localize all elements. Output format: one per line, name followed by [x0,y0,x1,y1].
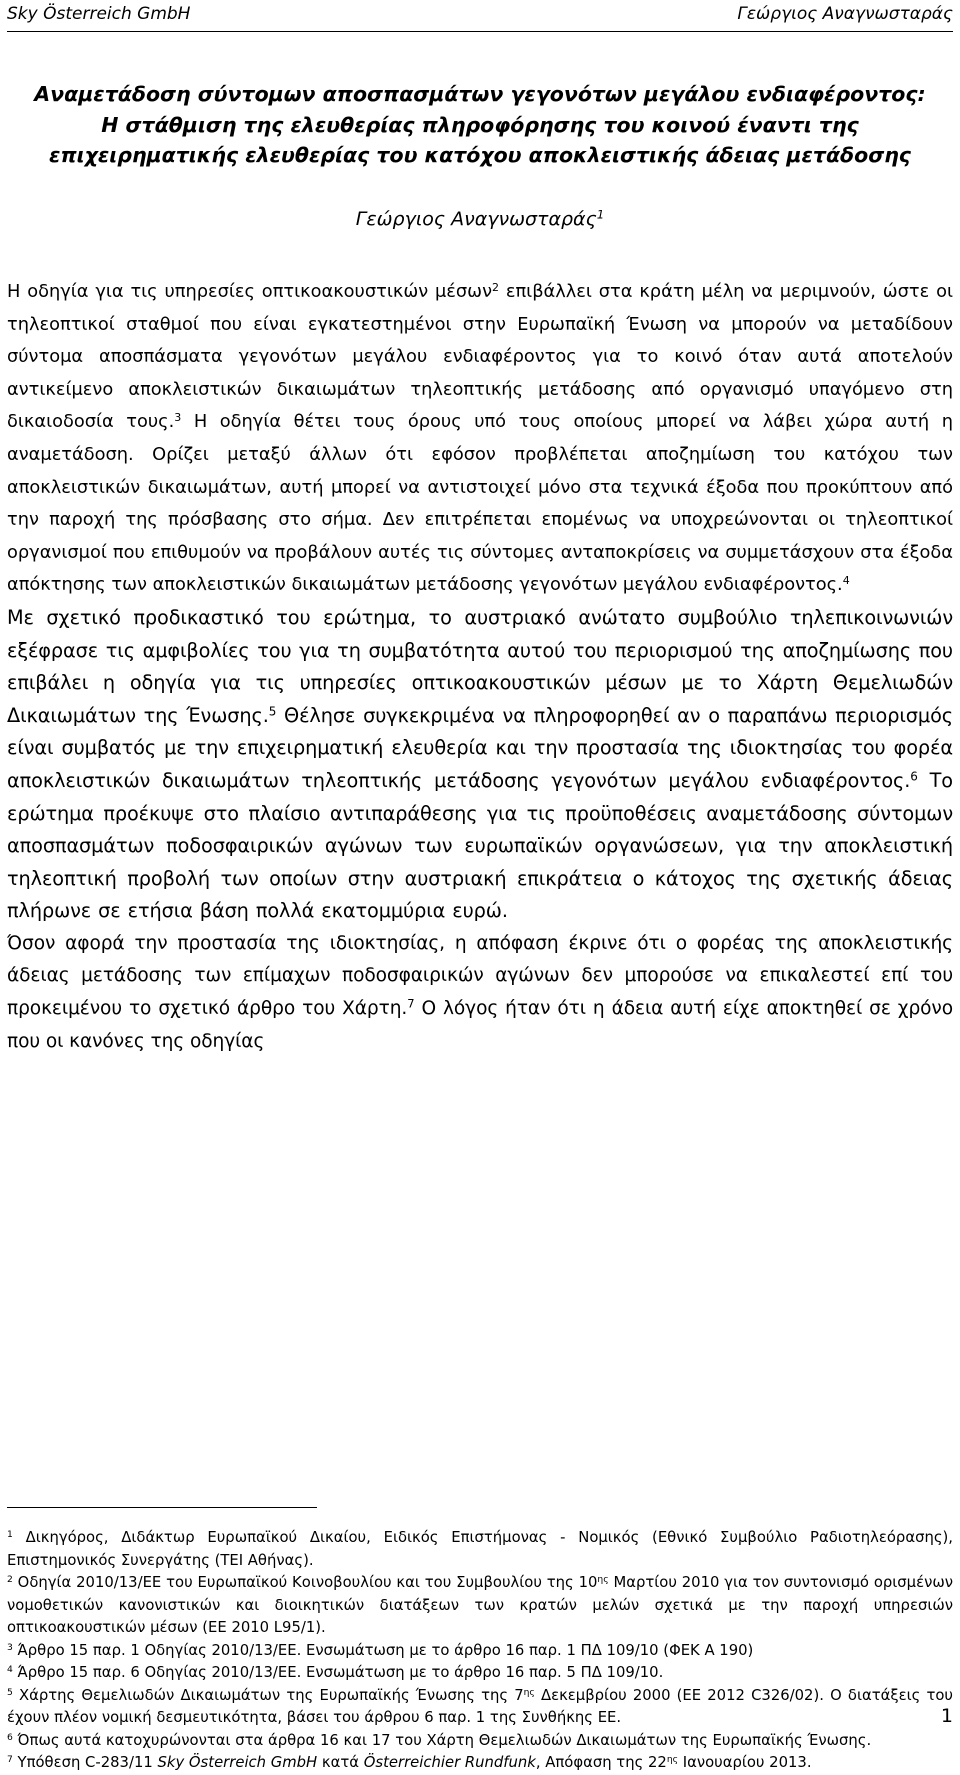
text-run: Θέλησε συγκεκριμένα να πληροφορηθεί αν ο παραπάνω περιορισμός είναι συμβατός με την επιχειρηματική ελευθερία και την προστασία της ιδιοκτησίας του φορέα αποκλειστικών δικαιωμάτων τηλεοπτικής μετάδοσης γεγονότων μεγάλου ενδιαφέροντος. [7,703,953,792]
text-run: Το ερώτημα προέκυψε στο πλαίσιο αντιπαράθεσης για τις προϋποθέσεις αναμετάδοσης σύντομων αποσπασμάτων ποδοσφαιρικών αγώνων των ευρωπαϊκών οργανώσεων, για την αποκλειστική τηλεοπτική προβολή των οποίων στην αυστριακή επικράτεια ο κάτοχος της σχετικής άδειας πλήρωνε σε ετήσια βάση πολλά εκατομμύρια ευρώ. [7,768,953,923]
footnote-number: 7 [7,1753,13,1765]
case-party-1: Sky Österreich GmbH [157,1754,318,1771]
footnote-separator [7,1507,317,1508]
footnote-text: Οδηγία 2010/13/ΕΕ του Ευρωπαϊκού Κοινοβουλίου και του Συμβουλίου της 10 [12,1574,598,1591]
page-number: 1 [940,1705,953,1727]
footnote-ref-5[interactable]: 5 [268,704,277,719]
author-line [0,208,960,230]
footnote-number: 2 [7,1573,13,1585]
footnote-ref-4[interactable]: 4 [842,574,850,588]
footnote-text: Άρθρο 15 παρ. 6 Οδηγίας 2010/13/ΕΕ. Ενσωμάτωση με το άρθρο 16 παρ. 5 ΠΔ 109/10. [12,1664,664,1681]
footnote-text: Χάρτης Θεμελιωδών Δικαιωμάτων της Ευρωπαϊκής Ένωσης της 7 [12,1686,524,1704]
text-run: Με σχετικό προδικαστικό του ερώτημα, το αυστριακό ανώτατο συμβούλιο τηλεπικοινωνιών εξέφρασε τις αμφιβολίες του για τη συμβατότητα αυτού του περιορισμού της αποζημίωσης που επιβάλει η οδηγία για τις υπηρεσίες οπτικοακουστικών μέσων με το Χάρτη Θεμελιωδών Δικαιωμάτων της Ένωσης. [7,605,953,727]
footnote-number: 5 [7,1686,13,1698]
footnote-3 [7,1640,953,1663]
footnote-text: Ιανουαρίου 2013. [678,1754,812,1771]
paragraph-2 [7,602,953,928]
footnote-number: 6 [7,1731,13,1743]
footnote-text: Δικηγόρος, Διδάκτωρ Ευρωπαϊκού Δικαίου, Ειδικός Επιστήμονας - Νομικός (Εθνικό Συμβούλιο Ραδιοτηλεόρασης), Επιστημονικός Συνεργάτης (ΤΕΙ Αθήνας). [7,1529,953,1569]
footnote-ref-7[interactable]: 7 [407,996,415,1011]
footnote-4 [7,1662,953,1685]
footnote-7 [7,1752,953,1775]
case-party-2: Österreichier Rundfunk [363,1754,536,1771]
footnote-text: Άρθρο 15 παρ. 1 Οδηγίας 2010/13/ΕΕ. Ενσωμάτωση με το άρθρο 16 παρ. 1 ΠΔ 109/10 (ΦΕΚ Α 190) [12,1641,754,1659]
footnote-text: κατά [317,1754,364,1771]
running-header [7,4,953,26]
ordinal-suffix: ης [523,1686,535,1698]
paragraph-1 [7,276,953,602]
footnote-ref-6[interactable]: 6 [910,769,918,784]
ordinal-suffix: ης [597,1573,609,1585]
header-left-text: Sky Österreich GmbH [7,4,191,24]
footnote-number: 4 [7,1663,13,1675]
text-run: Η οδηγία θέτει τους όρους υπό τους οποίους μπορεί να λάβει χώρα αυτή η αναμετάδοση. Ορίζει μεταξύ άλλων ότι εφόσον προβλέπεται αποζημίωση του κατόχου των αποκλειστικών δικαιωμάτων, αυτή μπορεί να αντιστοιχεί μόνο στα τεχνικά έξοδα που προκύπτουν από την παροχή της πρόσβασης στο σήμα. Δεν επιτρέπεται επομένως να υποχρεώνονται οι τηλεοπτικοί οργανισμοί που επιθυμούν να προβάλουν αυτές τις σύντομες ανταποκρίσεις να συμμετάσχουν στα έξοδα απόκτησης των αποκλειστικών δικαιωμάτων μετάδοσης γεγονότων μεγάλου ενδιαφέροντος. [7,411,954,596]
footnote-ref-2[interactable]: 2 [492,280,500,294]
author-name: Γεώργιος Αναγνωσταράς [355,208,597,230]
footnote-text: Μαρτίου 2010 για τον συντονισμό ορισμένων νομοθετικών κανονιστικών και διοικητικών διατάξεων των κρατών μελών σχετικά με την παροχή υπηρεσιών οπτικοακουστικών μέσων (ΕΕ 2010 L95/1). [7,1574,953,1636]
footnote-text: Όπως αυτά κατοχυρώνονται στα άρθρα 16 και 17 του Χάρτη Θεμελιωδών Δικαιωμάτων της Ευρωπαϊκής Ένωσης. [12,1731,872,1749]
text-run: Η οδηγία για τις υπηρεσίες οπτικοακουστικών μέσων [7,281,492,302]
article-title: Αναμετάδοση σύντομων αποσπασμάτων γεγονότων μεγάλου ενδιαφέροντος: Η στάθμιση της ελευθερίας πληροφόρησης του κοινού έναντι της επιχειρηματικής ελευθερίας του κατόχου αποκλειστικής άδειας μετάδοσης [34,82,926,167]
footnote-number: 3 [7,1641,13,1653]
author-footnote-ref[interactable]: 1 [596,207,605,222]
footnote-2 [7,1572,953,1640]
text-run: Όσον αφορά την προστασία της ιδιοκτησίας, η απόφαση έκρινε ότι ο φορέας της αποκλειστικής άδειας μετάδοσης των επίμαχων ποδοσφαιρικών αγώνων δεν μπορούσε να επικαλεστεί επί του προκειμένου το σχετικό άρθρο του Χάρτη. [7,932,953,1020]
paragraph-3 [7,928,953,1058]
footnote-5 [7,1685,953,1730]
footnote-text: , Απόφαση της 22 [535,1754,667,1771]
ordinal-suffix: ης [666,1753,678,1765]
footnote-ref-3[interactable]: 3 [174,411,182,425]
footnote-6 [7,1730,953,1753]
text-run: επιβάλλει στα κράτη μέλη να μεριμνούν, ώστε οι τηλεοπτικοί σταθμοί που είναι εγκατεστημένοι στην Ευρωπαϊκή Ένωση να μπορούν να μεταδίδουν σύντομα αποσπάσματα γεγονότων μεγάλου ενδιαφέροντος για το κοινό όταν αυτά αποτελούν αντικείμενο αποκλειστικών δικαιωμάτων τηλεοπτικής μετάδοσης από οργανισμό υπαγόμενο στη δικαιοδοσία τους. [7,281,953,433]
footnote-1 [7,1527,953,1572]
footnote-text: Δεκεμβρίου 2000 (ΕΕ 2012 C326/02). Ο διατάξεις του έχουν πλέον νομική δεσμευτικότητα, βάσει του άρθρου 6 παρ. 1 της Συνθήκης ΕΕ. [7,1686,953,1726]
body-text [7,276,953,1058]
footnote-text: Υπόθεση C-283/11 [12,1754,158,1771]
header-divider [7,31,953,32]
footnotes [7,1527,953,1775]
footnote-number: 1 [7,1528,13,1540]
text-run: Ο λόγος ήταν ότι η άδεια αυτή είχε αποκτηθεί σε χρόνο που οι κανόνες της οδηγίας [7,998,953,1052]
header-right-text: Γεώργιος Αναγνωσταράς [737,4,953,24]
